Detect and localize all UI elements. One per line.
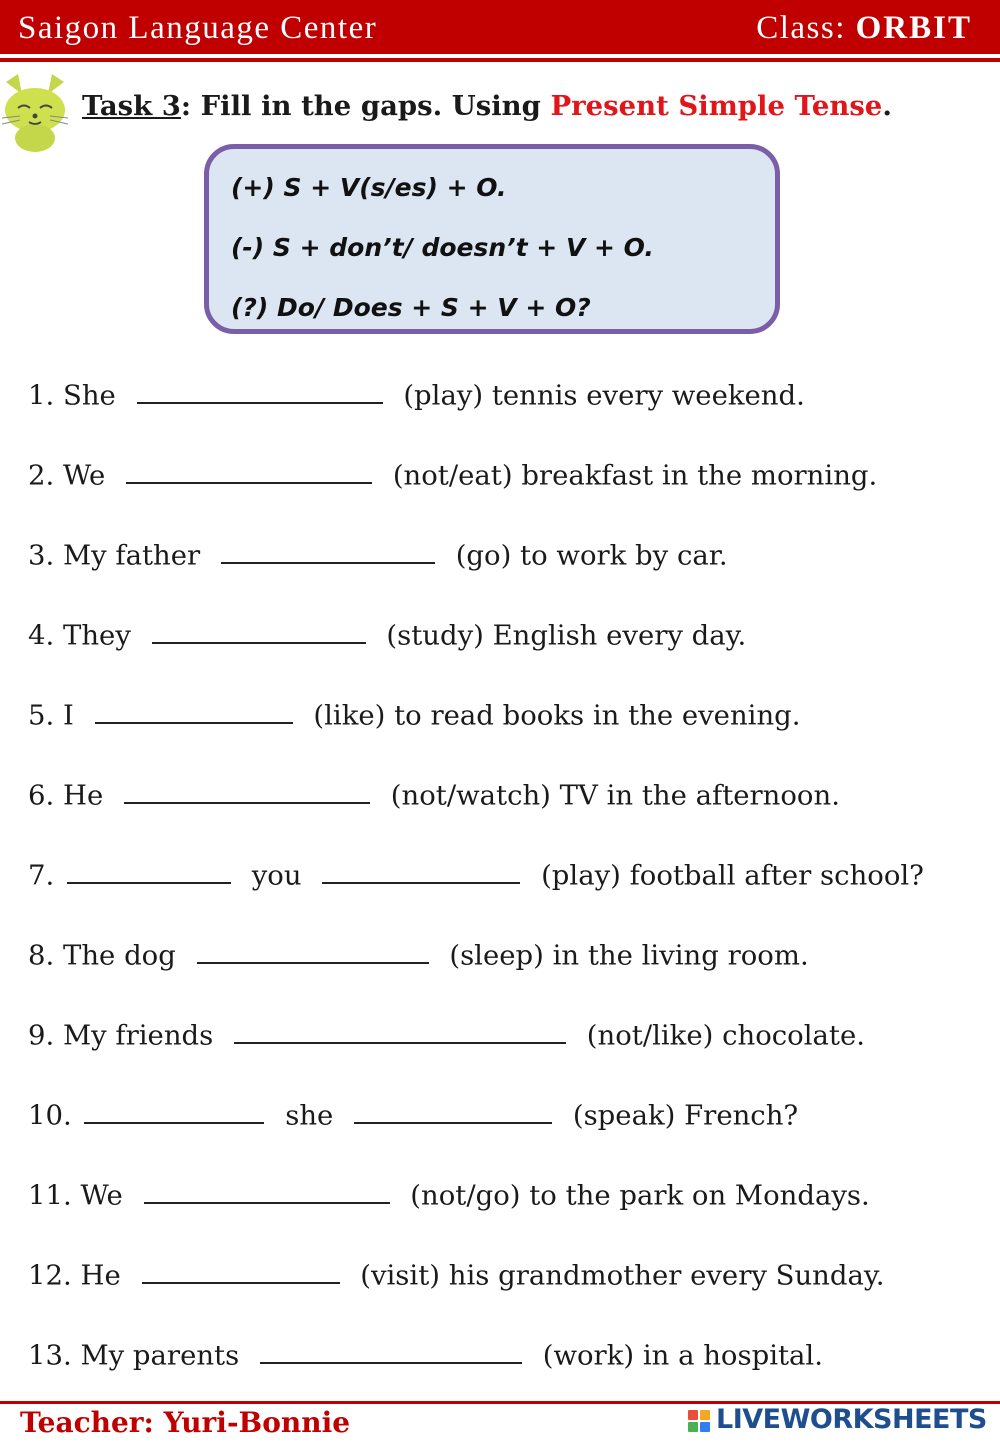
question-subject: We (63, 459, 106, 492)
question-subject: My parents (80, 1339, 240, 1372)
formula-positive: (+) S + V(s/es) + O. (231, 173, 507, 202)
question-number: 12. (28, 1259, 72, 1292)
answer-blank[interactable] (322, 852, 520, 884)
answer-blank[interactable] (221, 532, 435, 564)
question-rest: (speak) French? (572, 1099, 799, 1132)
question-9 (28, 1012, 865, 1051)
header-rule (0, 58, 1000, 62)
question-rest: (not/eat) breakfast in the morning. (392, 459, 878, 492)
question-subject: He (63, 779, 104, 812)
cat-mascot-icon (0, 72, 70, 152)
question-subject: you (251, 859, 302, 892)
question-number: 10. (28, 1099, 72, 1132)
formula-box (204, 144, 780, 334)
answer-blank[interactable] (197, 932, 429, 964)
formula-question: (?) Do/ Does + S + V + O? (231, 293, 591, 322)
question-subject: I (63, 699, 74, 732)
question-rest: (go) to work by car. (455, 539, 728, 572)
question-number: 6. (28, 779, 55, 812)
question-subject: The dog (63, 939, 176, 972)
answer-blank[interactable] (144, 1172, 390, 1204)
question-5 (28, 692, 801, 731)
question-subject: She (63, 379, 116, 412)
question-1 (28, 372, 805, 411)
liveworksheets-brand: LIVEWORKSHEETS (716, 1404, 987, 1435)
answer-blank[interactable] (354, 1092, 552, 1124)
question-rest: (not/watch) TV in the afternoon. (390, 779, 840, 812)
task-end: . (882, 90, 892, 122)
answer-blank[interactable] (234, 1012, 566, 1044)
question-rest: (work) in a hospital. (542, 1339, 823, 1372)
question-number: 9. (28, 1019, 55, 1052)
task-instruction: : Fill in the gaps. Using (180, 90, 551, 122)
question-subject: We (80, 1179, 123, 1212)
answer-blank[interactable] (126, 452, 372, 484)
task-title (82, 90, 892, 122)
header-bar (0, 0, 1000, 54)
question-7 (28, 852, 924, 891)
answer-blank[interactable] (95, 692, 293, 724)
question-13 (28, 1332, 823, 1371)
question-10 (28, 1092, 798, 1131)
question-number: 11. (28, 1179, 72, 1212)
question-6 (28, 772, 840, 811)
answer-blank[interactable] (142, 1252, 340, 1284)
question-rest: (sleep) in the living room. (449, 939, 809, 972)
tense-name: Present Simple Tense (550, 90, 883, 122)
question-number: 8. (28, 939, 55, 972)
question-rest: (visit) his grandmother every Sunday. (360, 1259, 885, 1292)
question-11 (28, 1172, 870, 1211)
question-subject: she (285, 1099, 334, 1132)
question-rest: (play) tennis every weekend. (403, 379, 805, 412)
question-number: 7. (28, 859, 55, 892)
answer-blank[interactable] (152, 612, 366, 644)
question-subject: My father (63, 539, 201, 572)
answer-blank[interactable] (67, 852, 231, 884)
question-4 (28, 612, 746, 651)
task-label: Task 3 (82, 90, 181, 122)
question-subject: He (80, 1259, 121, 1292)
question-number: 4. (28, 619, 55, 652)
question-number: 3. (28, 539, 55, 572)
question-rest: (play) football after school? (541, 859, 924, 892)
question-subject: They (63, 619, 131, 652)
question-12 (28, 1252, 885, 1291)
class-info (756, 10, 972, 47)
question-number: 13. (28, 1339, 72, 1372)
question-rest: (not/like) chocolate. (586, 1019, 865, 1052)
teacher-name: Teacher: Yuri-Bonnie (20, 1406, 351, 1439)
formula-negative: (-) S + don’t/ doesn’t + V + O. (231, 233, 654, 262)
question-rest: (like) to read books in the evening. (313, 699, 801, 732)
question-rest: (study) English every day. (386, 619, 747, 652)
question-2 (28, 452, 877, 491)
question-rest: (not/go) to the park on Mondays. (410, 1179, 870, 1212)
question-number: 5. (28, 699, 55, 732)
answer-blank[interactable] (84, 1092, 264, 1124)
question-subject: My friends (63, 1019, 214, 1052)
question-8 (28, 932, 809, 971)
question-3 (28, 532, 728, 571)
answer-blank[interactable] (124, 772, 370, 804)
answer-blank[interactable] (137, 372, 383, 404)
class-label: Class: (756, 10, 846, 46)
center-name: Saigon Language Center (18, 10, 378, 46)
answer-blank[interactable] (260, 1332, 522, 1364)
question-number: 1. (28, 379, 55, 412)
liveworksheets-logo-icon (688, 1410, 712, 1434)
question-number: 2. (28, 459, 55, 492)
class-name: ORBIT (855, 10, 972, 46)
